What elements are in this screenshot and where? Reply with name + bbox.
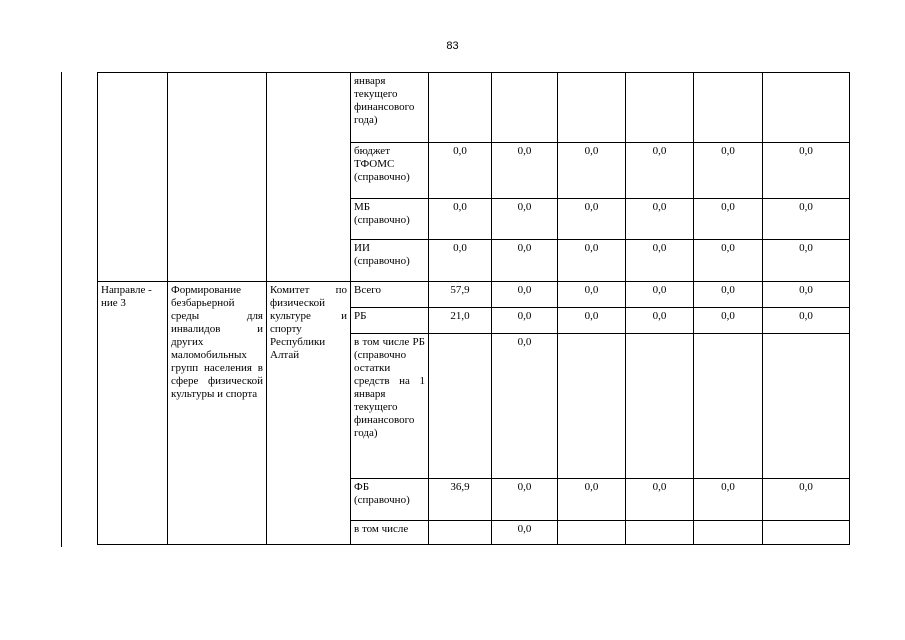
- value-cell: 0,0: [429, 240, 492, 282]
- value-cell: 0,0: [694, 308, 763, 334]
- value-cell: 0,0: [492, 143, 558, 199]
- source-cell: РБ: [351, 308, 429, 334]
- value-cell: [626, 521, 694, 545]
- left-margin-line: [61, 72, 62, 547]
- value-cell: [558, 334, 626, 479]
- value-cell: [626, 73, 694, 143]
- name-cell: [168, 73, 267, 282]
- value-cell: 36,9: [429, 479, 492, 521]
- value-cell: 0,0: [558, 240, 626, 282]
- value-cell: 0,0: [763, 308, 850, 334]
- value-cell: 0,0: [763, 199, 850, 240]
- source-cell: ИИ (справочно): [351, 240, 429, 282]
- value-cell: 0,0: [694, 199, 763, 240]
- value-cell: 0,0: [558, 308, 626, 334]
- value-cell: 0,0: [626, 479, 694, 521]
- source-cell: в том числе РБ (справочно остатки средств на 1 января текущего финансового года): [351, 334, 429, 479]
- value-cell: [694, 334, 763, 479]
- direction-cell: [98, 73, 168, 282]
- value-cell: [558, 521, 626, 545]
- source-cell: бюджет ТФОМС (справочно): [351, 143, 429, 199]
- value-cell: 0,0: [492, 282, 558, 308]
- value-cell: [763, 521, 850, 545]
- direction-cell: Направле - ние 3: [98, 282, 168, 545]
- value-cell: 0,0: [492, 479, 558, 521]
- executor-cell: Комитет по физической культуре и спорту Республики Алтай: [267, 282, 351, 545]
- value-cell: 21,0: [429, 308, 492, 334]
- value-cell: 0,0: [626, 308, 694, 334]
- value-cell: 0,0: [694, 479, 763, 521]
- value-cell: [558, 73, 626, 143]
- value-cell: [429, 334, 492, 479]
- name-cell: Формирование безбарьерной среды для инвалидов и других маломобильных групп населения в сфере физической культуры и спорта: [168, 282, 267, 545]
- value-cell: 0,0: [763, 143, 850, 199]
- value-cell: 0,0: [763, 282, 850, 308]
- table-row: [98, 73, 850, 143]
- value-cell: 0,0: [429, 199, 492, 240]
- value-cell: [763, 334, 850, 479]
- value-cell: [694, 521, 763, 545]
- value-cell: 0,0: [763, 240, 850, 282]
- value-cell: [626, 334, 694, 479]
- table-row: [98, 282, 850, 308]
- value-cell: 0,0: [626, 282, 694, 308]
- value-cell: 0,0: [492, 334, 558, 479]
- value-cell: 0,0: [763, 479, 850, 521]
- page-number: 83: [446, 40, 459, 52]
- value-cell: 0,0: [492, 199, 558, 240]
- source-cell: МБ (справочно): [351, 199, 429, 240]
- value-cell: 0,0: [558, 282, 626, 308]
- value-cell: [429, 73, 492, 143]
- source-cell: ФБ (справочно): [351, 479, 429, 521]
- value-cell: 0,0: [558, 143, 626, 199]
- value-cell: [763, 73, 850, 143]
- value-cell: 0,0: [626, 240, 694, 282]
- value-cell: 0,0: [626, 143, 694, 199]
- value-cell: 0,0: [429, 143, 492, 199]
- value-cell: [492, 73, 558, 143]
- value-cell: 0,0: [558, 199, 626, 240]
- value-cell: 0,0: [694, 240, 763, 282]
- source-cell: Всего: [351, 282, 429, 308]
- value-cell: [429, 521, 492, 545]
- value-cell: 0,0: [492, 308, 558, 334]
- value-cell: 0,0: [558, 479, 626, 521]
- value-cell: 57,9: [429, 282, 492, 308]
- budget-table: [97, 72, 850, 545]
- value-cell: 0,0: [694, 282, 763, 308]
- value-cell: 0,0: [492, 240, 558, 282]
- value-cell: 0,0: [492, 521, 558, 545]
- value-cell: 0,0: [626, 199, 694, 240]
- value-cell: [694, 73, 763, 143]
- source-cell: в том числе: [351, 521, 429, 545]
- executor-cell: [267, 73, 351, 282]
- source-cell: января текущего финансового года): [351, 73, 429, 143]
- value-cell: 0,0: [694, 143, 763, 199]
